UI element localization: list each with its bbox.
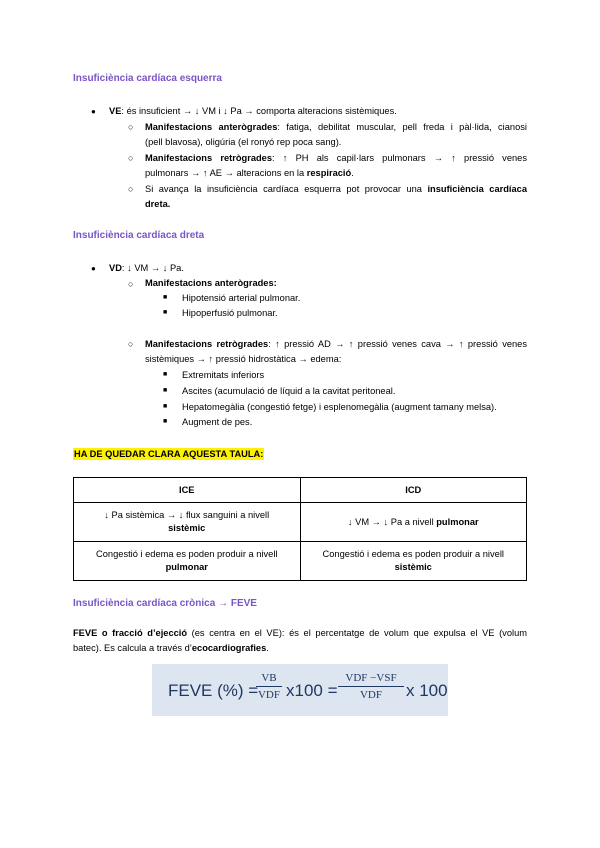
icd-line-5: Manifestacions retrògrades: ↑ pressió AD → ↑ pressió venes cava → ↑ pressió venes: [145, 339, 528, 349]
formula-fraction-1: VB VDF: [257, 672, 280, 701]
bullet-square: ■: [163, 418, 168, 425]
bullet-circle: ○: [128, 339, 134, 349]
heading-icd: Insuficiència cardíaca dreta: [73, 230, 205, 241]
ice-line-4: Manifestacions retrògrades: ↑ PH als capil·lars pulmonars → ↑ pressió venes: [145, 153, 527, 163]
bullet-square: ■: [163, 371, 168, 378]
table-header-icd: ICD: [300, 478, 527, 503]
formula-mult-2: x 100: [406, 681, 448, 700]
ice-line-3: (pell blavosa), oligúria (el ronyó rep poca sang).: [145, 137, 342, 147]
bullet-square: ■: [163, 387, 168, 394]
bullet-square: ■: [163, 294, 168, 301]
icd-line-7: Extremitats inferiors: [182, 370, 265, 380]
table-cell: ↓ Pa sistèmica → ↓ flux sanguini a nivell sistèmic: [74, 503, 301, 542]
table-cell: ↓ VM → ↓ Pa a nivell pulmonar: [300, 503, 527, 542]
comparison-table: [73, 477, 527, 581]
feve-line-2: batec). Es calcula a través d’ecocardiografies.: [73, 643, 269, 653]
bullet-circle: ○: [128, 279, 134, 289]
icd-line-4: Hipoperfusió pulmonar.: [182, 308, 278, 318]
bullet-dot: ●: [91, 264, 96, 273]
icd-line-2: Manifestacions anterògrades:: [145, 278, 277, 288]
highlight-note: HA DE QUEDAR CLARA AQUESTA TAULA:: [74, 449, 264, 459]
feve-line-1: FEVE o fracció d’ejecció (es centra en el VE): és el percentatge de volum que expulsa el VE (volum: [73, 628, 527, 638]
bullet-square: ■: [163, 403, 168, 410]
table-cell: Congestió i edema es poden produir a nivell pulmonar: [74, 542, 301, 581]
icd-line-6: sistèmiques → ↑ pressió hidrostàtica → edema:: [145, 354, 342, 364]
ice-line-5: pulmonars → ↑ AE → alteracions en la respiració.: [145, 168, 354, 178]
bullet-square: ■: [163, 309, 168, 316]
icd-line-9: Hepatomegàlia (congestió fetge) i esplenomegàlia (augment tamany melsa).: [182, 402, 497, 412]
table-header-ice: ICE: [74, 478, 301, 503]
table-row: [74, 542, 527, 581]
table-cell: Congestió i edema es poden produir a nivell sistèmic: [300, 542, 527, 581]
feve-formula: [152, 664, 448, 716]
heading-feve: Insuficiència cardíaca crònica → FEVE: [73, 598, 257, 609]
bullet-dot: ●: [91, 107, 96, 116]
icd-line-3: Hipotensió arterial pulmonar.: [182, 293, 301, 303]
bullet-circle: ○: [128, 184, 134, 194]
icd-line-1: VD: ↓ VM → ↓ Pa.: [109, 263, 184, 273]
ice-line-1: VE: és insuficient → ↓ VM i ↓ Pa → comporta alteracions sistèmiques.: [109, 106, 397, 116]
formula-fraction-2: VDF −VSF VDF: [338, 672, 404, 701]
icd-line-10: Augment de pes.: [182, 417, 253, 427]
bullet-circle: ○: [128, 153, 134, 163]
ice-line-7: dreta.: [145, 199, 171, 209]
table-row: [74, 503, 527, 542]
heading-ice: Insuficiència cardíaca esquerra: [73, 73, 222, 84]
bullet-circle: ○: [128, 122, 134, 132]
formula-lhs: FEVE (%) =: [168, 681, 259, 700]
ice-line-6: Si avança la insuficiència cardíaca esquerra pot provocar una insuficiència cardíaca: [145, 184, 528, 194]
ice-line-2: Manifestacions anterògrades: fatiga, debilitat muscular, pell freda i pàl·lida, cianosi: [145, 122, 527, 132]
formula-mult-1: x100 =: [286, 681, 338, 700]
icd-line-8: Ascites (acumulació de líquid a la cavitat peritoneal.: [182, 386, 396, 396]
table-header-row: [74, 478, 527, 503]
